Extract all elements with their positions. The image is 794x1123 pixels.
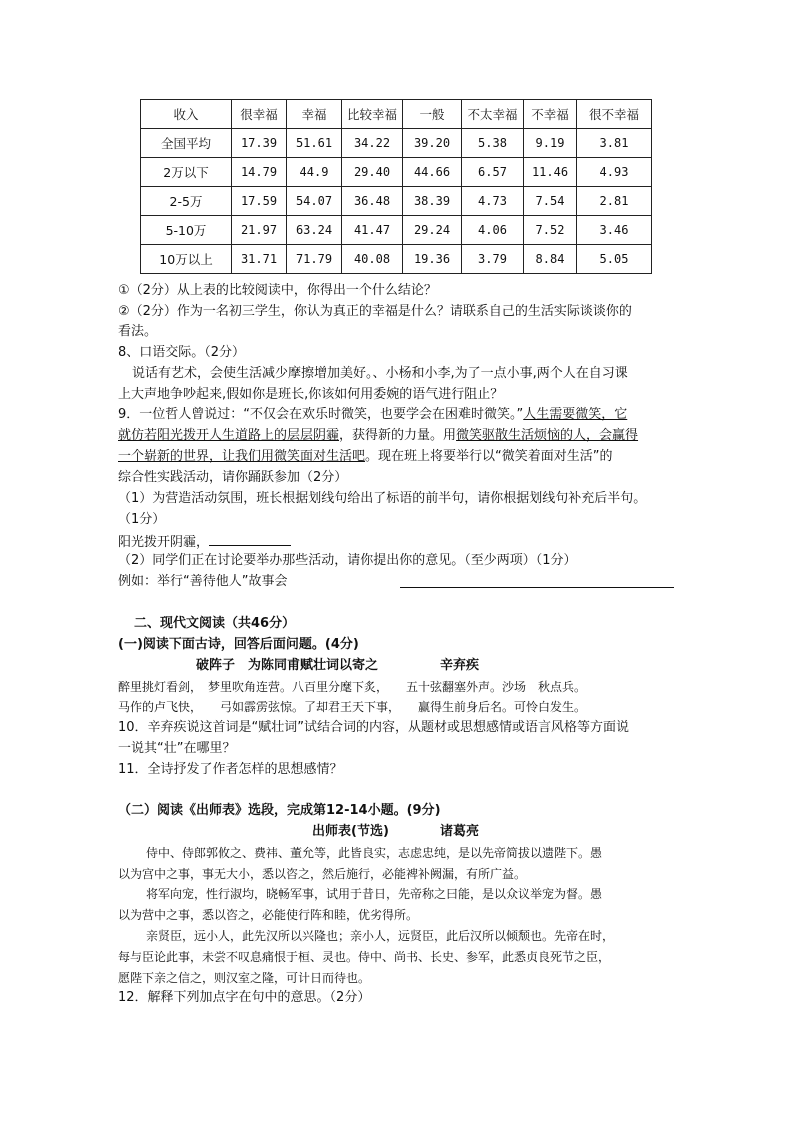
essay-line: 愿陛下亲之信之，则汉室之隆，可计日而待也。 (118, 971, 371, 985)
table-cell: 14.79 (232, 158, 287, 187)
happiness-income-table (140, 99, 652, 274)
header-cell: 很幸福 (232, 100, 287, 129)
question-7-2: ②（2分）作为一名初三学生，你认为真正的幸福是什么？请联系自己的生活实际谈谈你的 (118, 304, 632, 319)
header-cell: 比较幸福 (342, 100, 403, 129)
header-cell: 收入 (141, 100, 232, 129)
table-cell: 71.79 (287, 245, 342, 274)
essay-line: 每与臣论此事，未尝不叹息痛恨于桓、灵也。侍中、尚书、长史、参军，此悉贞良死节之臣， (118, 950, 611, 964)
question-7-1: ①（2分）从上表的比较阅读中，你得出一个什么结论？ (118, 283, 437, 298)
question-9-line3 (118, 447, 613, 467)
essay-author: 诸葛亮 (440, 824, 480, 839)
essay-line: 以为宫中之事，事无大小，悉以咨之，然后施行，必能裨补阙漏，有所广益。 (118, 867, 527, 881)
table-cell: 39.20 (403, 129, 462, 158)
table-cell: 34.22 (342, 129, 403, 158)
table-cell: 40.08 (342, 245, 403, 274)
row-label: 5-10万 (141, 216, 232, 245)
underlined-sentence: 就仿若阳光拨开人生道路上的层层阴霾 (118, 428, 340, 443)
question-8-text: 说话有艺术，会使生活减少摩擦增加美好。、小杨和小李,为了一点小事,两个人在自习课 (132, 366, 628, 381)
question-11: 11．全诗抒发了作者怎样的思想感情？ (118, 762, 343, 777)
table-row (141, 129, 652, 158)
header-cell: 很不幸福 (577, 100, 652, 129)
header-cell: 不太幸福 (462, 100, 524, 129)
table-cell: 4.73 (462, 187, 524, 216)
table-row (141, 158, 652, 187)
table-cell: 2.81 (577, 187, 652, 216)
table-cell: 29.40 (342, 158, 403, 187)
table-cell: 4.06 (462, 216, 524, 245)
table-cell: 21.97 (232, 216, 287, 245)
table-header-row (141, 100, 652, 129)
table-cell: 3.46 (577, 216, 652, 245)
question-9-line1 (118, 405, 627, 425)
header-cell: 不幸福 (524, 100, 577, 129)
underlined-sentence: 人生需要微笑，它 (523, 407, 628, 422)
table-cell: 44.66 (403, 158, 462, 187)
table-row (141, 245, 652, 274)
question-9-example: 例如：举行“善待他人”故事会 (118, 574, 288, 589)
table-cell: 5.05 (577, 245, 652, 274)
poem-line-1: 醉里挑灯看剑， 梦里吹角连营。八百里分麾下炙， 五十弦翻塞外声。沙场 秋点兵。 (118, 680, 587, 694)
question-8-title: 8、口语交际。（2分） (118, 345, 246, 360)
table-row (141, 216, 652, 245)
question-9-quote: 9．一位哲人曾说过：“不仅会在欢乐时微笑，也要学会在困难时微笑。” (118, 407, 524, 422)
question-9-line4: 综合性实践活动，请你踊跃参加（2分） (118, 470, 348, 485)
essay-line: 将军向宠，性行淑均，晓畅军事，试用于昔日，先帝称之曰能，是以众议举宠为督。愚 (146, 887, 603, 901)
poem-line-2: 马作的卢飞快， 弓如霹雳弦惊。了却君王天下事， 赢得生前身后名。可怜白发生。 (118, 700, 587, 714)
table-cell: 11.46 (524, 158, 577, 187)
table-cell: 44.9 (287, 158, 342, 187)
table-cell: 5.38 (462, 129, 524, 158)
row-label: 10万以上 (141, 245, 232, 274)
question-12: 12．解释下列加点字在句中的意思。（2分） (118, 990, 371, 1005)
table-cell: 17.39 (232, 129, 287, 158)
table-cell: 3.79 (462, 245, 524, 274)
table-cell: 36.48 (342, 187, 403, 216)
underlined-sentence: 一个崭新的世界，让我们用微笑面对生活吧 (118, 449, 366, 464)
table-cell: 17.59 (232, 187, 287, 216)
question-9-text: 。现在班上将要举行以“微笑着面对生活”的 (365, 449, 613, 464)
table-cell: 54.07 (287, 187, 342, 216)
section-2-title: 二、现代文阅读（共46分） (134, 616, 296, 631)
table-row (141, 187, 652, 216)
slogan-fill-line (118, 531, 291, 553)
row-label: 全国平均 (141, 129, 232, 158)
slogan-first-half: 阳光拨开阴霾， (118, 535, 210, 550)
table-cell: 31.71 (232, 245, 287, 274)
row-label: 2万以下 (141, 158, 232, 187)
header-cell: 幸福 (287, 100, 342, 129)
question-7-2-cont: 看法。 (118, 324, 158, 339)
table-cell: 3.81 (577, 129, 652, 158)
answer-blank[interactable] (400, 586, 674, 588)
question-9-line2 (118, 426, 638, 446)
table-cell: 38.39 (403, 187, 462, 216)
poem-author: 辛弃疾 (440, 658, 480, 673)
part-1-title: (一)阅读下面古诗，回答后面问题。(4分) (118, 637, 359, 652)
answer-blank[interactable] (209, 531, 291, 546)
table-cell: 6.57 (462, 158, 524, 187)
table-cell: 9.19 (524, 129, 577, 158)
table-cell: 51.61 (287, 129, 342, 158)
table-cell: 29.24 (403, 216, 462, 245)
essay-title: 出师表(节选) (312, 824, 389, 839)
table-cell: 41.47 (342, 216, 403, 245)
poem-title: 破阵子 为陈同甫赋壮词以寄之 (196, 658, 379, 673)
table-cell: 7.52 (524, 216, 577, 245)
question-9-text: ，获得新的力量。用 (339, 428, 457, 443)
essay-line: 亲贤臣，远小人，此先汉所以兴隆也；亲小人，远贤臣，此后汉所以倾颓也。先帝在时， (146, 929, 615, 943)
table-cell: 7.54 (524, 187, 577, 216)
underlined-sentence: 微笑驱散生活烦恼的人，会赢得 (456, 428, 639, 443)
essay-line: 侍中、侍郎郭攸之、费祎、董允等，此皆良实，志虑忠纯，是以先帝简拔以遗陛下。愚 (146, 846, 603, 860)
table-cell: 4.93 (577, 158, 652, 187)
part-2-title: （二）阅读《出师表》选段，完成第12-14小题。(9分) (118, 803, 441, 818)
question-10-cont: 一说其“壮”在哪里？ (118, 741, 236, 756)
table-cell: 8.84 (524, 245, 577, 274)
essay-line: 以为营中之事，悉以咨之，必能使行阵和睦，优劣得所。 (118, 908, 419, 922)
table-cell: 63.24 (287, 216, 342, 245)
table-cell: 19.36 (403, 245, 462, 274)
question-9-sub2: （2）同学们正在讨论要举办那些活动，请你提出你的意见。（至少两项）（1分） (118, 553, 577, 568)
question-8-text-cont: 上大声地争吵起来,假如你是班长,你该如何用委婉的语气进行阻止？ (118, 387, 504, 402)
question-9-sub1-score: （1分） (118, 512, 166, 527)
question-10: 10．辛弃疾说这首词是“赋壮词”试结合词的内容，从题材或思想感情或语言风格等方面说 (118, 720, 630, 735)
header-cell: 一般 (403, 100, 462, 129)
row-label: 2-5万 (141, 187, 232, 216)
question-9-sub1: （1）为营造活动氛围，班长根据划线句给出了标语的前半句，请你根据划线句补充后半句。 (118, 491, 647, 506)
